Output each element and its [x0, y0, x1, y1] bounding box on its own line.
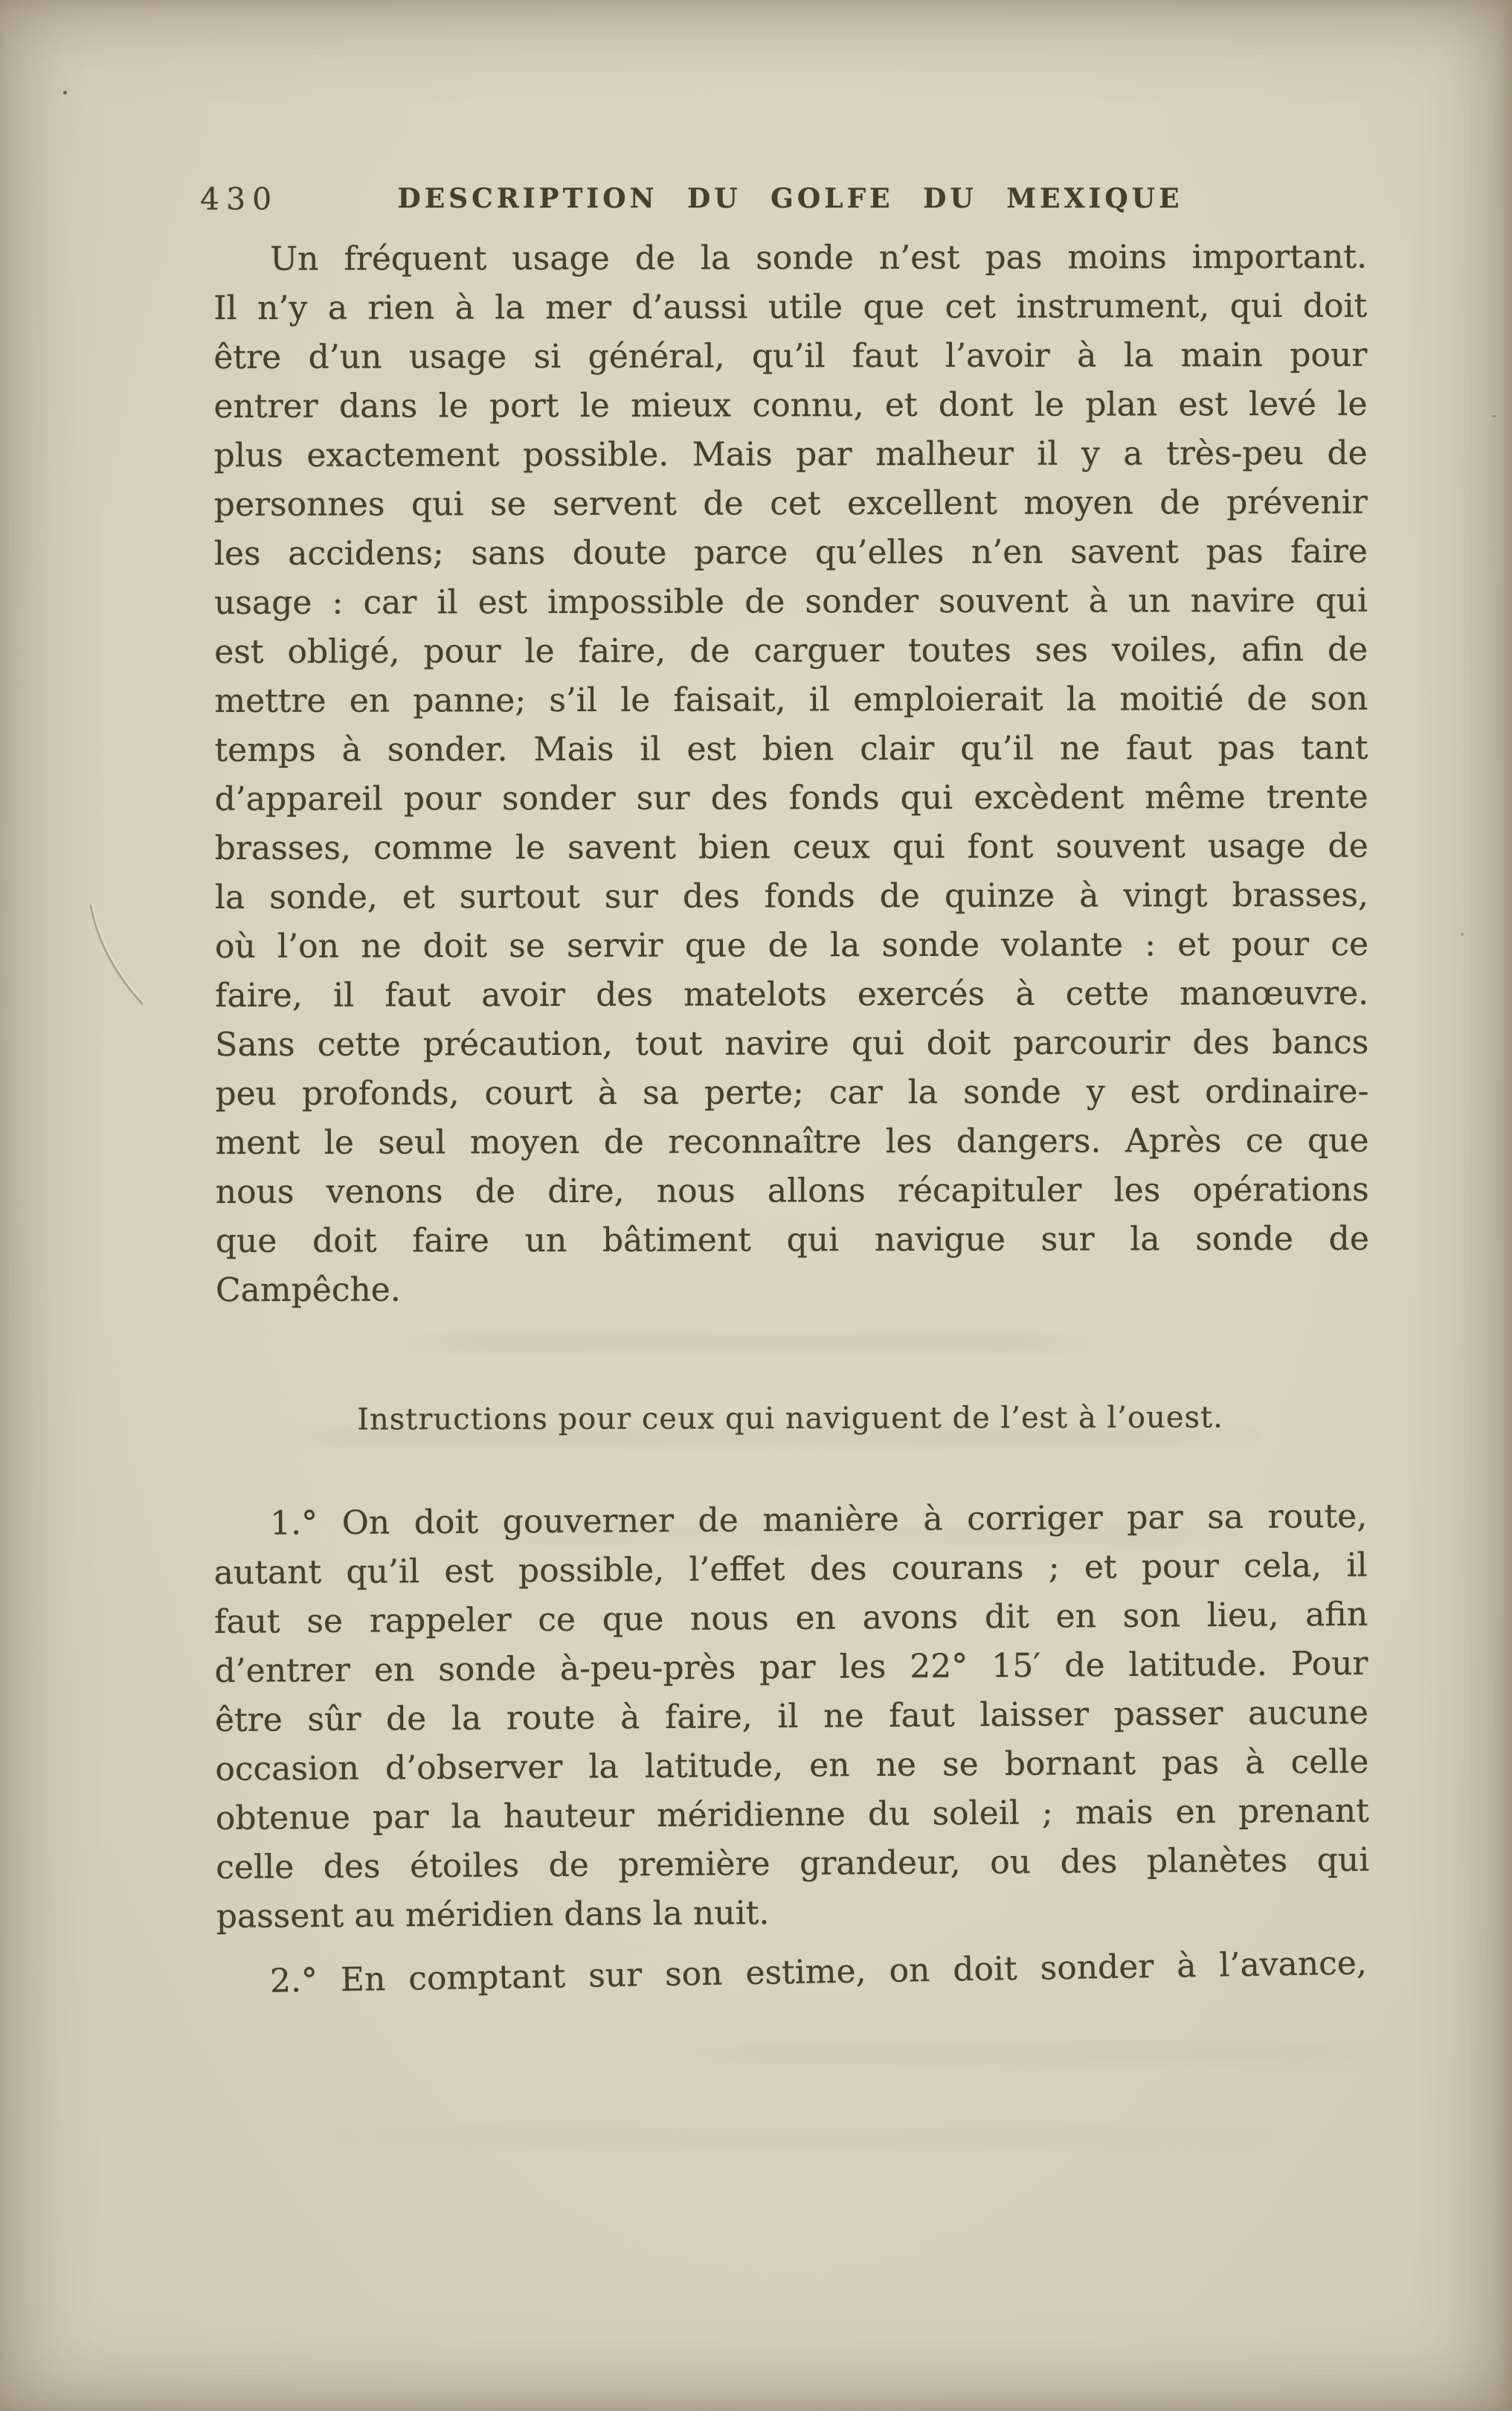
text-line: autant qu’il est possible, l’effet des courans ; et pour cela, il [213, 1546, 1368, 1592]
text-line: que doit faire un bâtiment qui navigue sur la sonde de [215, 1219, 1369, 1260]
text-line: celle des étoiles de première grandeur, ou des planètes qui [216, 1840, 1370, 1887]
text-line: brasses, comme le savent bien ceux qui font souvent usage de [214, 826, 1368, 867]
text-line: nous venons de dire, nous allons récapituler les opérations [215, 1170, 1369, 1211]
text-line: 2.° En comptant sur son estime, on doit sonder à l’avance, [269, 1944, 1368, 2000]
show-through-artifact [320, 2128, 1287, 2147]
paper-crease [74, 891, 193, 1047]
text-line: peu profonds, court à sa perte; car la sonde y est ordinaire- [215, 1072, 1369, 1113]
text-line: 1.° On doit gouverner de manière à corriger par sa route, [270, 1497, 1368, 1543]
text-line: est obligé, pour le faire, de carguer toutes ses voiles, afin de [214, 630, 1368, 671]
text-line: passent au méridien dans la nuit. [216, 1894, 770, 1936]
paper-speck [1461, 933, 1464, 936]
text-line: faut se rappeler ce que nous en avons dit en son lieu, afin [213, 1595, 1368, 1641]
text-line: où l’on ne doit se servir que de la sonde volante : et pour ce [214, 925, 1369, 966]
text-line: Un fréquent usage de la sonde n’est pas moins important. [270, 237, 1368, 278]
text-line: plus exactement possible. Mais par malheur il y a très-peu de [213, 434, 1368, 475]
text-line: faire, il faut avoir des matelots exercés à cette manœuvre. [215, 974, 1369, 1015]
text-line: obtenue par la hauteur méridienne du soleil ; mais en prenant [215, 1791, 1369, 1837]
text-line: personnes qui se servent de cet excellent moyen de prévenir [213, 483, 1368, 524]
running-head [200, 180, 1367, 219]
paper-speck [1492, 415, 1496, 417]
text-line: occasion d’observer la latitude, en ne se bornant pas à celle [215, 1742, 1369, 1788]
text-line: d’appareil pour sonder sur des fonds qui excèdent même trente [214, 777, 1368, 818]
paragraph-sonde [213, 233, 1369, 1315]
text-line: Il n’y a rien à la mer d’aussi utile que cet instrument, qui doit [213, 286, 1368, 327]
text-line: être d’un usage si général, qu’il faut l’avoir à la main pour [213, 336, 1368, 376]
text-line: Campêche. [215, 1271, 401, 1309]
text-line: être sûr de la route à faire, il ne faut laisser passer aucune [214, 1693, 1369, 1739]
text-line: la sonde, et surtout sur des fonds de quinze à vingt brasses, [214, 876, 1368, 916]
text-line: Sans cette précaution, tout navire qui doit parcourir des bancs [215, 1023, 1369, 1064]
text-line: mettre en panne; s’il le faisait, il emploierait la moitié de son [214, 679, 1368, 720]
paragraph-instruction-1 [213, 1492, 1370, 1942]
text-line: ment le seul moyen de reconnaître les dangers. Après ce que [215, 1121, 1369, 1162]
running-title: DESCRIPTION DU GOLFE DU MEXIQUE [397, 183, 1183, 214]
show-through-artifact [669, 2044, 1413, 2064]
page-number: 430 [200, 182, 279, 217]
paper-speck [63, 91, 67, 94]
text-line: usage : car il est impossible de sonder souvent à un navire qui [213, 581, 1368, 622]
show-through-artifact [387, 1333, 1116, 1352]
text-line: entrer dans le port le mieux connu, et dont le plan est levé le [213, 385, 1368, 426]
text-line: d’entrer en sonde à-peu-près par les 22° 15′ de latitude. Pour [214, 1644, 1368, 1690]
text-line: temps à sonder. Mais il est bien clair qu’il ne faut pas tant [214, 728, 1368, 769]
paragraph-instruction-2 [213, 1939, 1367, 2007]
section-heading: Instructions pour ceux qui naviguent de l’est à l’ouest. [357, 1400, 1223, 1437]
text-line: les accidens; sans doute parce qu’elles n’en savent pas faire [213, 532, 1368, 573]
